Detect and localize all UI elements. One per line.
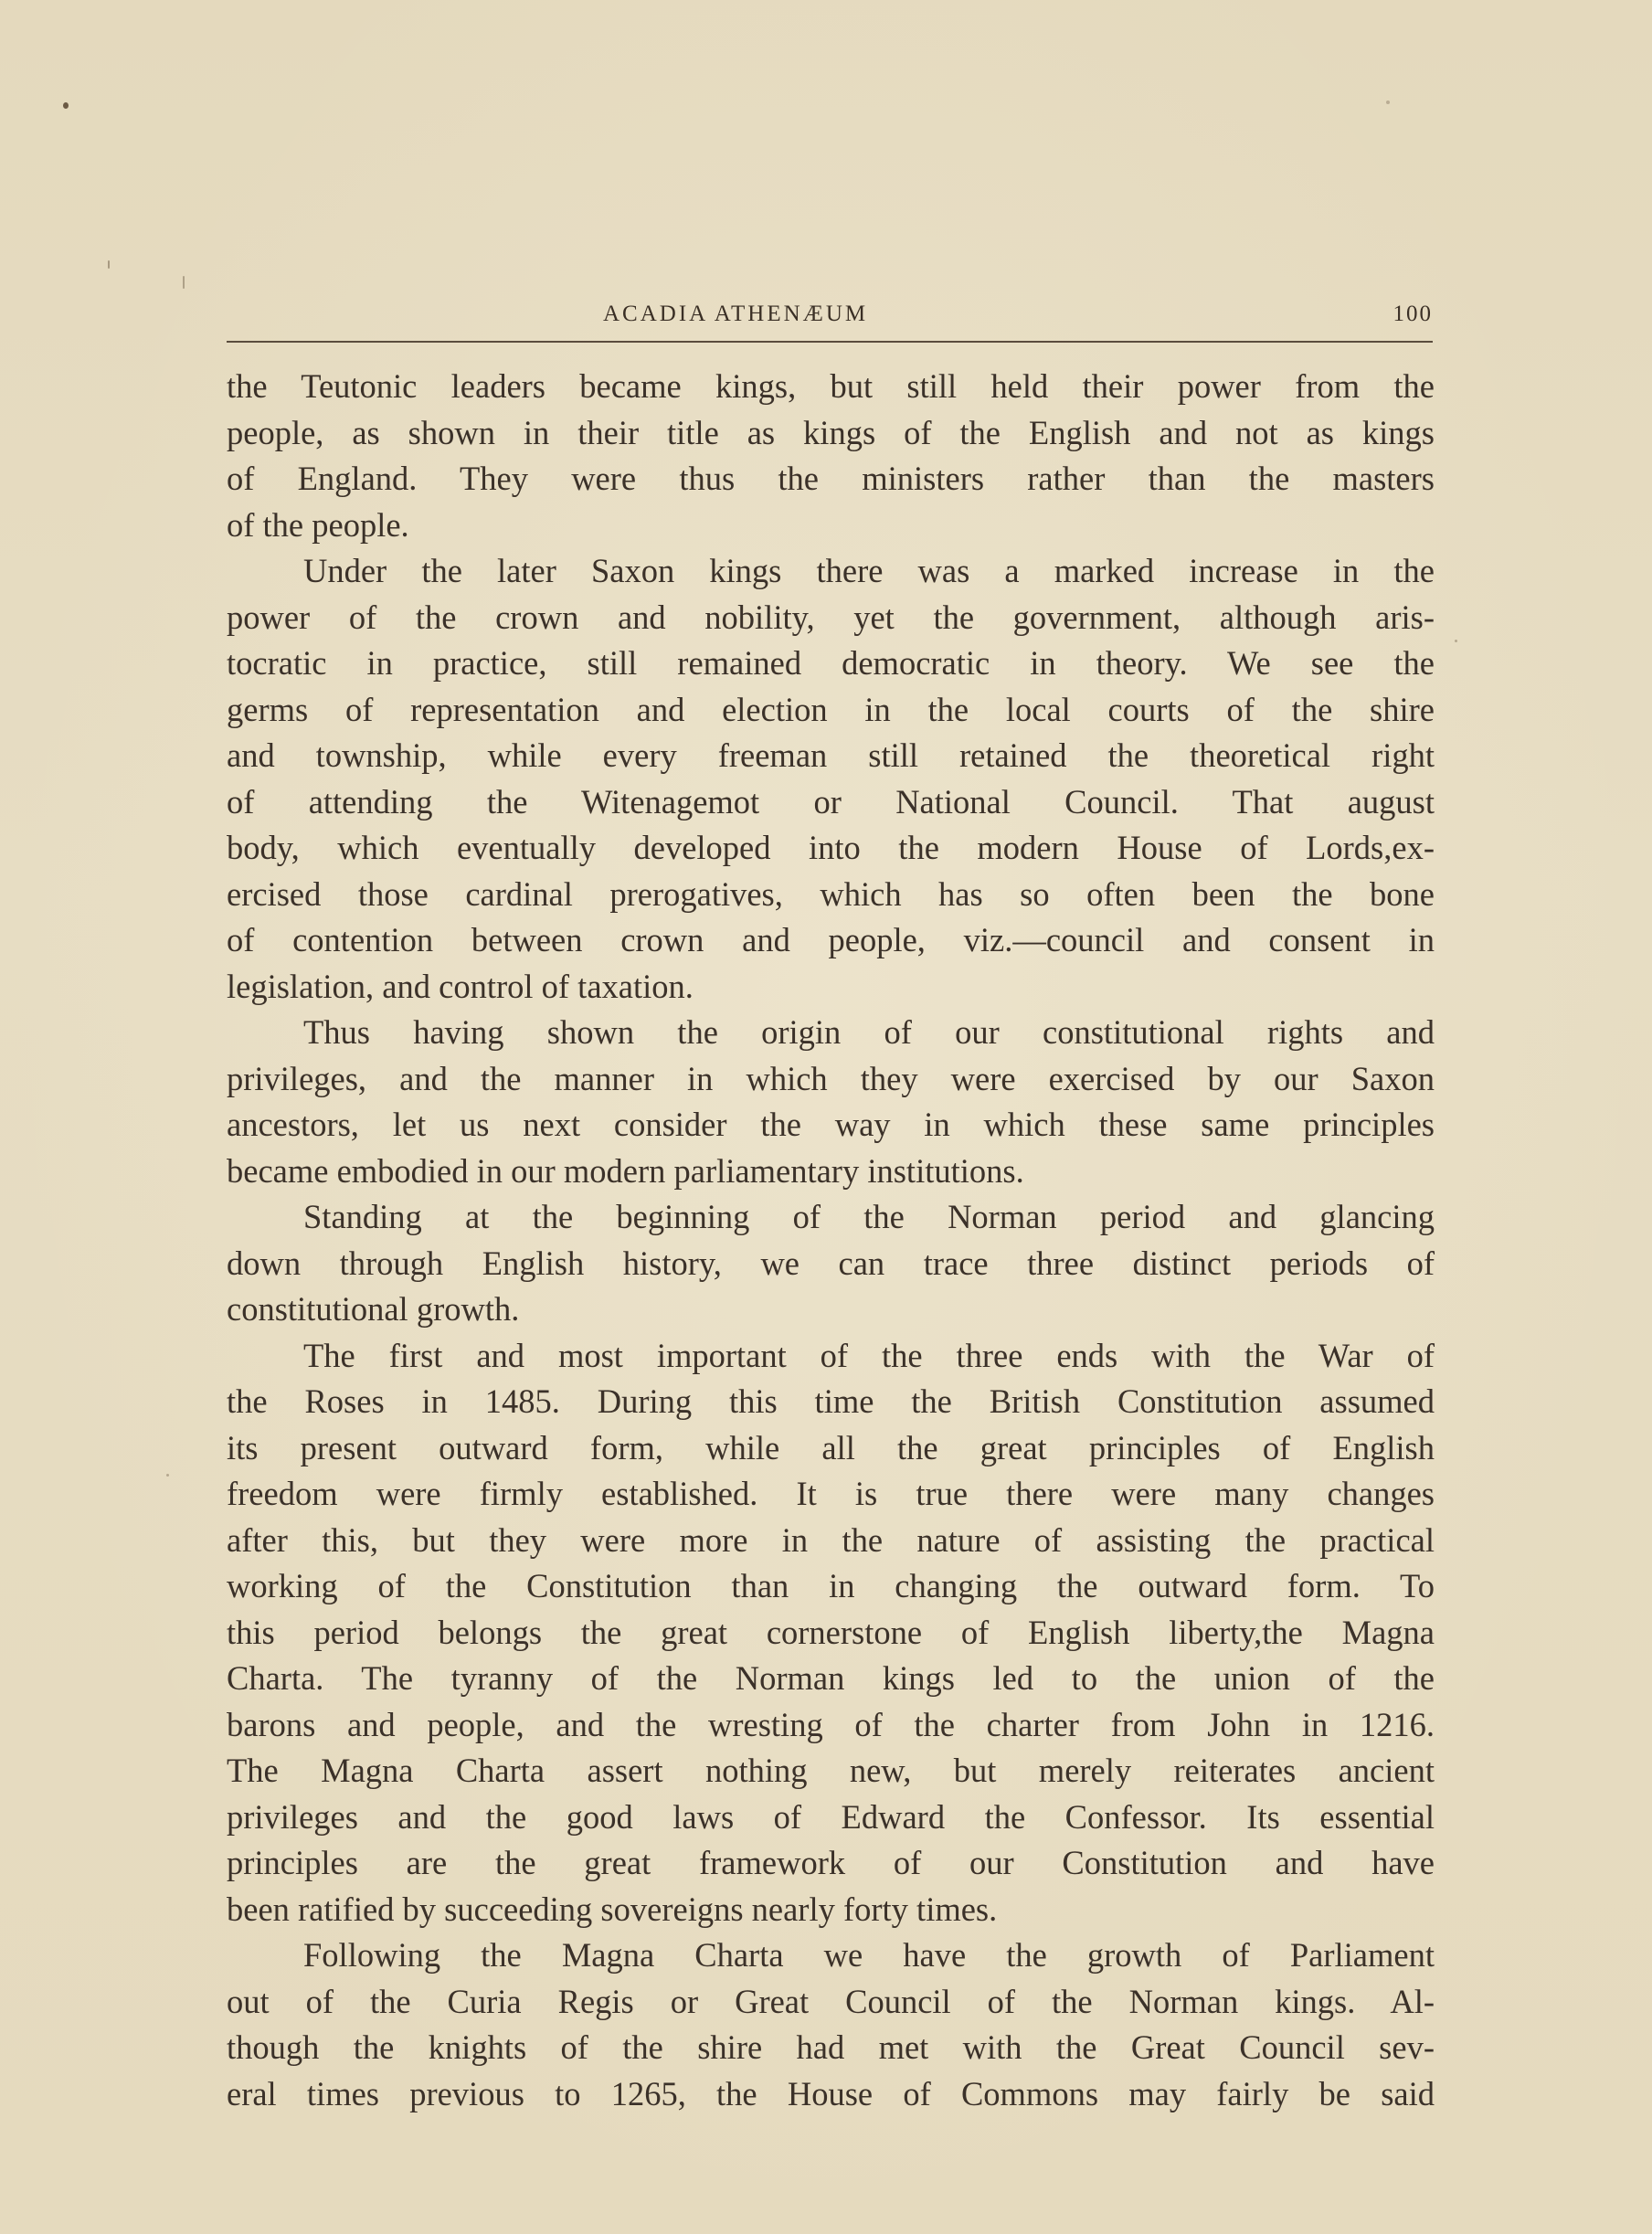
text-line: germs of representation and election in the local courts of the shire xyxy=(227,690,1435,728)
header-rule xyxy=(227,341,1433,343)
text-line: though the knights of the shire had met with the Great Council sev- xyxy=(227,2028,1435,2066)
ink-speck xyxy=(108,260,110,269)
text-line: its present outward form, while all the great principles of English xyxy=(227,1428,1435,1466)
body-text xyxy=(227,364,1435,2117)
text-line: of attending the Witenagemot or National Council. That august xyxy=(227,782,1435,821)
text-line: after this, but they were more in the nature of assisting the practical xyxy=(227,1520,1435,1559)
text-line: ercised those cardinal prerogatives, which has so often been the bone xyxy=(227,874,1435,913)
text-line: of the people. xyxy=(227,505,409,544)
text-line: became embodied in our modern parliamentary institutions. xyxy=(227,1151,1024,1190)
ink-speck xyxy=(183,276,185,289)
text-line: power of the crown and nobility, yet the government, although aris- xyxy=(227,598,1435,636)
text-line: Charta. The tyranny of the Norman kings led to the union of the xyxy=(227,1659,1435,1697)
text-line: people, as shown in their title as kings of the English and not as kings xyxy=(227,413,1435,451)
ink-speck xyxy=(1455,640,1457,642)
text-line: freedom were firmly established. It is true there were many changes xyxy=(227,1475,1435,1512)
text-line: and township, while every freeman still retained the theoretical right xyxy=(227,736,1435,774)
text-line: been ratified by succeeding sovereigns nearly forty times. xyxy=(227,1890,998,1928)
text-line: out of the Curia Regis or Great Council of the Norman kings. Al- xyxy=(227,1982,1435,2020)
text-line: legislation, and control of taxation. xyxy=(227,967,694,1005)
text-line: ancestors, let us next consider the way in which these same principles xyxy=(227,1106,1435,1143)
text-line: privileges and the good laws of Edward the Confessor. Its essential xyxy=(227,1797,1435,1836)
text-line: principles are the great framework of our Constitution and have xyxy=(227,1844,1435,1881)
paragraph-first-line: Under the later Saxon kings there was a marked increase in the xyxy=(303,552,1435,589)
ink-speck xyxy=(1386,101,1390,104)
text-line: this period belongs the great cornerstone of English liberty,the Magna xyxy=(227,1613,1435,1651)
text-line: of contention between crown and people, viz.—council and consent in xyxy=(227,921,1435,958)
text-line: the Roses in 1485. During this time the British Constitution assumed xyxy=(227,1382,1435,1420)
paragraph-first-line: Following the Magna Charta we have the growth of Parliament xyxy=(303,1936,1435,1974)
text-line: of England. They were thus the ministers rather than the masters xyxy=(227,460,1435,497)
text-line: the Teutonic leaders became kings, but still held their power from the xyxy=(227,367,1435,405)
text-line: tocratic in practice, still remained democratic in theory. We see the xyxy=(227,644,1435,682)
running-head: ACADIA ATHENÆUM xyxy=(603,302,869,326)
text-line: The Magna Charta assert nothing new, but merely reiterates ancient xyxy=(227,1752,1435,1789)
ink-speck xyxy=(166,1474,169,1477)
paragraph-first-line: Standing at the beginning of the Norman period and glancing xyxy=(303,1198,1435,1235)
paragraph-first-line: The first and most important of the three ends with the War of xyxy=(303,1336,1435,1374)
text-line: barons and people, and the wresting of the charter from John in 1216. xyxy=(227,1705,1435,1743)
text-line: down through English history, we can trace three distinct periods of xyxy=(227,1244,1435,1282)
ink-speck xyxy=(63,102,69,109)
text-line: working of the Constitution than in changing the outward form. To xyxy=(227,1567,1435,1604)
paragraph-first-line: Thus having shown the origin of our constitutional rights and xyxy=(303,1013,1435,1051)
text-line: privileges, and the manner in which they were exercised by our Saxon xyxy=(227,1059,1435,1097)
page-number: 100 xyxy=(1393,302,1433,326)
text-line: body, which eventually developed into the modern House of Lords,ex- xyxy=(227,829,1435,866)
text-line: eral times previous to 1265, the House of Commons may fairly be said xyxy=(227,2074,1435,2112)
text-line: constitutional growth. xyxy=(227,1290,520,1328)
